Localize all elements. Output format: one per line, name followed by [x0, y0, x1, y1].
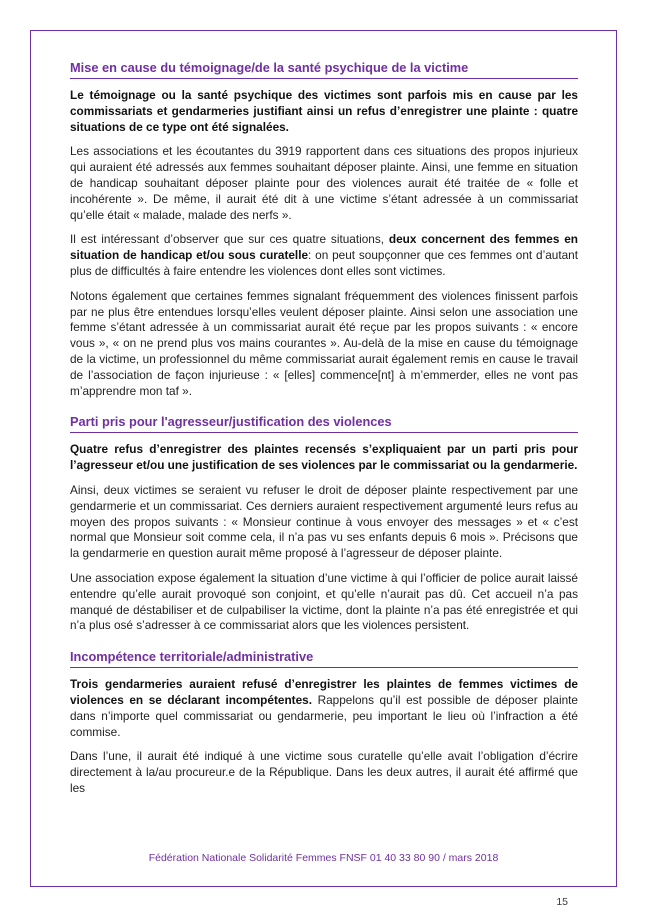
text-run: Une association expose également la situation d’une victime à qui l’officier de police aurait laissé entendre qu’elle aurait provoqué son conjoint, et qu’elle n’aurait pas dû. Cet accueil n’a pas manqué de déstabiliser et de culpabiliser la victime, dont la plainte n’a pas été enregistrée et qui n’a plus osé s’adresser à ce commissariat alors que les violences persistent. [70, 570, 578, 633]
text-run-bold: Trois gendarmeries auraient refusé d’enregistrer les plaintes de femmes victimes de violences en se déclarant incompétentes. [70, 677, 578, 707]
text-run: Dans l’une, il aurait été indiqué à une victime sous curatelle qu’elle avait l’obligation d’écrire directement à la/au procureur.e de la République. Dans les deux autres, il aurait été affirmé que les [70, 749, 578, 795]
text-run-bold: deux concernent des femmes en situation de handicap et/ou sous curatelle [70, 232, 578, 263]
paragraph [70, 289, 578, 400]
paragraph [70, 88, 578, 135]
section-heading: Parti pris pour l'agresseur/justification des violences [70, 414, 578, 433]
paragraph [70, 571, 578, 634]
section-incompetence-territoriale [70, 649, 578, 797]
text-run-bold: Le témoignage ou la santé psychique des victimes sont parfois mis en cause par les commissariats et gendarmeries justifiant ainsi un refus d’enregistrer une plainte : quatre situations de ce type ont été signalées. [70, 88, 578, 134]
paragraph [70, 677, 578, 740]
section-mise-en-cause-temoignage [70, 60, 578, 399]
text-run: Ainsi, deux victimes se seraient vu refuser le droit de déposer plainte respectivement par une gendarmerie et un commissariat. Ces derniers auraient respectivement argumenté leurs refus au moyen des propos suivants : « Monsieur continue à vous envoyer des messages » et « c’est normal que Monsieur soit comme cela, il n’a pas vu ses enfants depuis 6 mois ». Précisons que la gendarmerie en question aurait même proposé à l’agresseur de déposer plainte. [70, 482, 578, 561]
text-run: Rappelons qu’il est possible de déposer plainte dans n’importe quel commissariat ou gendarmerie, peu important le lieu où l’infraction a été commise. [70, 692, 578, 739]
paragraph [70, 749, 578, 796]
section-heading: Incompétence territoriale/administrative [70, 649, 578, 668]
text-run: Notons également que certaines femmes signalant fréquemment des violences finissent parfois par ne plus être entendues lorsqu’elles veulent déposer plainte. Ainsi selon une association une femme s’étant adressée à un commissariat aurait été reçue par les propos suivants : « encore vous », « on ne prend plus vos mains courantes ». Au-delà de la mise en cause du témoignage de la victime, un professionnel du même commissariat aurait également remis en cause le travail de l’association de façon injurieuse : « [elles] commence[nt] à m’emmerder, elles ne vont pas m’apprendre mon taf ». [70, 288, 578, 398]
section-parti-pris-agresseur [70, 414, 578, 634]
page-footer: Fédération Nationale Solidarité Femmes FNSF 01 40 33 80 90 / mars 2018 [148, 852, 499, 864]
paragraph [70, 232, 578, 279]
page-number: 15 [556, 896, 568, 908]
document-content [70, 60, 578, 797]
paragraph [70, 483, 578, 562]
text-run: Les associations et les écoutantes du 3919 rapportent dans ces situations des propos injurieux qui auraient été adressés aux femmes souhaitant déposer plainte. Ainsi, une femme en situation de handicap souhaitant déposer plainte pour des violences aurait été traitée de « folle et incohérente ». De même, il aurait été dit à une victime s’étant adressée à un commissariat qu’elle était « malade, malade des nerfs ». [70, 144, 578, 222]
section-heading: Mise en cause du témoignage/de la santé psychique de la victime [70, 60, 578, 79]
paragraph [70, 442, 578, 474]
text-run: : on peut soupçonner que ces femmes ont d’autant plus de difficultés à faire entendre les violences dont elles sont victimes. [70, 248, 578, 278]
text-run-bold: Quatre refus d’enregistrer des plaintes recensés s’expliquaient par un parti pris pour l’agresseur et/ou une justification de ses violences par le commissariat ou la gendarmerie. [70, 442, 578, 473]
paragraph [70, 144, 578, 223]
text-run: Il est intéressant d’observer que sur ces quatre situations, [70, 232, 389, 247]
